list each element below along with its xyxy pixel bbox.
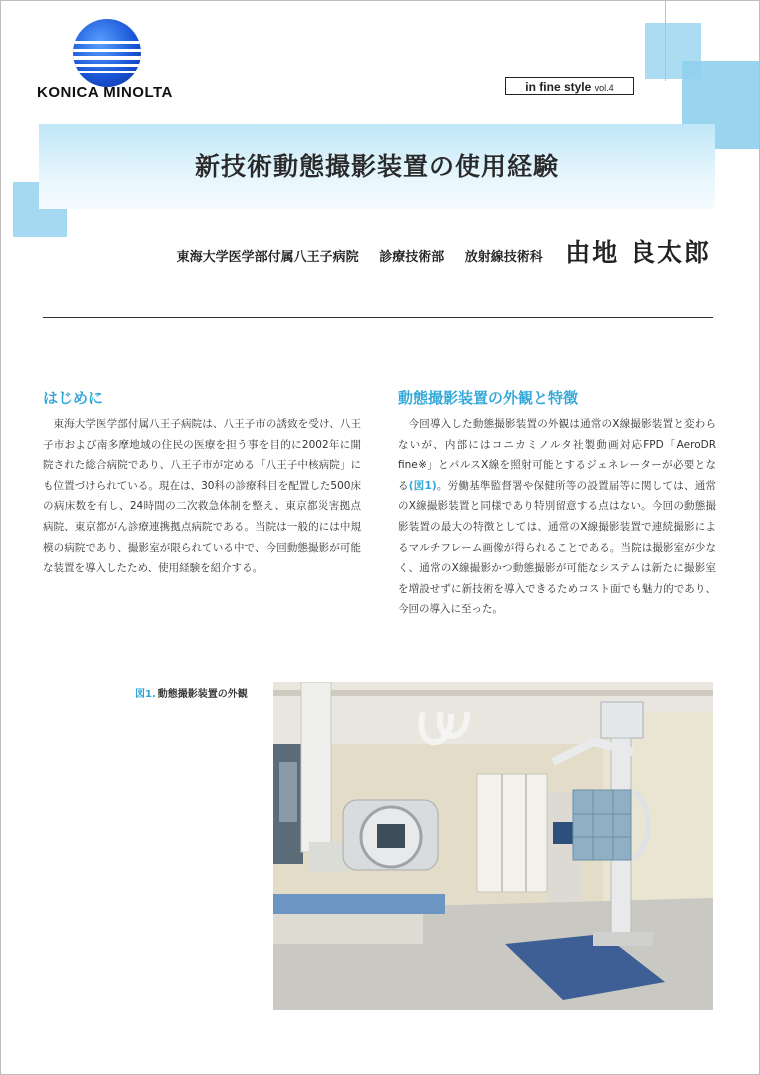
hospital-name: 東海大学医学部付属八王子病院 bbox=[176, 250, 359, 265]
section-heading: 動態撮影装置の外観と特徴 bbox=[398, 389, 579, 407]
section-appearance bbox=[398, 387, 716, 620]
brand-logo bbox=[73, 19, 141, 87]
author-line bbox=[177, 233, 711, 269]
article-title: 新技術動態撮影装置の使用経験 bbox=[194, 152, 559, 181]
deco-line bbox=[665, 1, 666, 81]
series-label bbox=[505, 77, 634, 95]
section-heading: はじめに bbox=[43, 389, 104, 407]
equipment-photo bbox=[273, 682, 713, 1010]
section-introduction bbox=[43, 387, 361, 579]
section-name: 放射線技術科 bbox=[464, 250, 543, 265]
divider bbox=[43, 317, 713, 318]
section-body bbox=[398, 414, 716, 620]
author-name: 由地 良太郎 bbox=[565, 238, 711, 267]
figure-caption-text: 動態撮影装置の外観 bbox=[157, 689, 248, 700]
title-band bbox=[39, 124, 715, 209]
series-volume: vol.4 bbox=[594, 83, 614, 93]
department-name: 診療技術部 bbox=[379, 250, 445, 265]
body-text: 。労働基準監督署や保健所等の設置届等に関しては、通常のX線撮影装置と同様であり特別留意する点はない。今回の動態撮影装置の最大の特徴としては、通常のX線撮影装置で連続撮影によるマルチフレーム画像が得られることである。当院は撮影室が少なく、通常のX線撮影かつ動態撮影が可能なシステムは新たに撮影室を増設せずに新技術を導入できるためコスト面でも魅力的であり、今回の導入に至った。 bbox=[398, 479, 717, 616]
brand-name: KONICA MINOLTA bbox=[37, 84, 173, 101]
body-text: 今回導入した動態撮影装置の外観は通常のX線撮影装置と変わらないが、内部にはコニカミノルタ社製動画対応FPD「AeroDR fine※」とパルスX線を照射可能とするジェネレーターが必要となる bbox=[398, 418, 716, 492]
xray-room-illustration bbox=[273, 682, 713, 1010]
section-body: 東海大学医学部付属八王子病院は、八王子市の誘致を受け、八王子市および南多摩地域の住民の医療を担う事を目的に2002年に開院された総合病院であり、八王子市が定める「八王子中核病院」にも位置づけられている。現在は、30科の診療科目を配置した500床の病床数を有し、24時間の二次救急体制を整え、東京都災害拠点病院、東京都がん診療連携拠点病院である。当院は一般的には中規模の病院であり、撮影室が限られている中で、今回動態撮影が可能な装置を導入したため、使用経験を紹介する。 bbox=[43, 418, 361, 575]
figure-reference: (図1) bbox=[408, 479, 437, 492]
series-name: in fine style bbox=[525, 80, 592, 94]
figure-label: 図1. bbox=[135, 689, 156, 700]
figure-caption bbox=[135, 685, 248, 700]
